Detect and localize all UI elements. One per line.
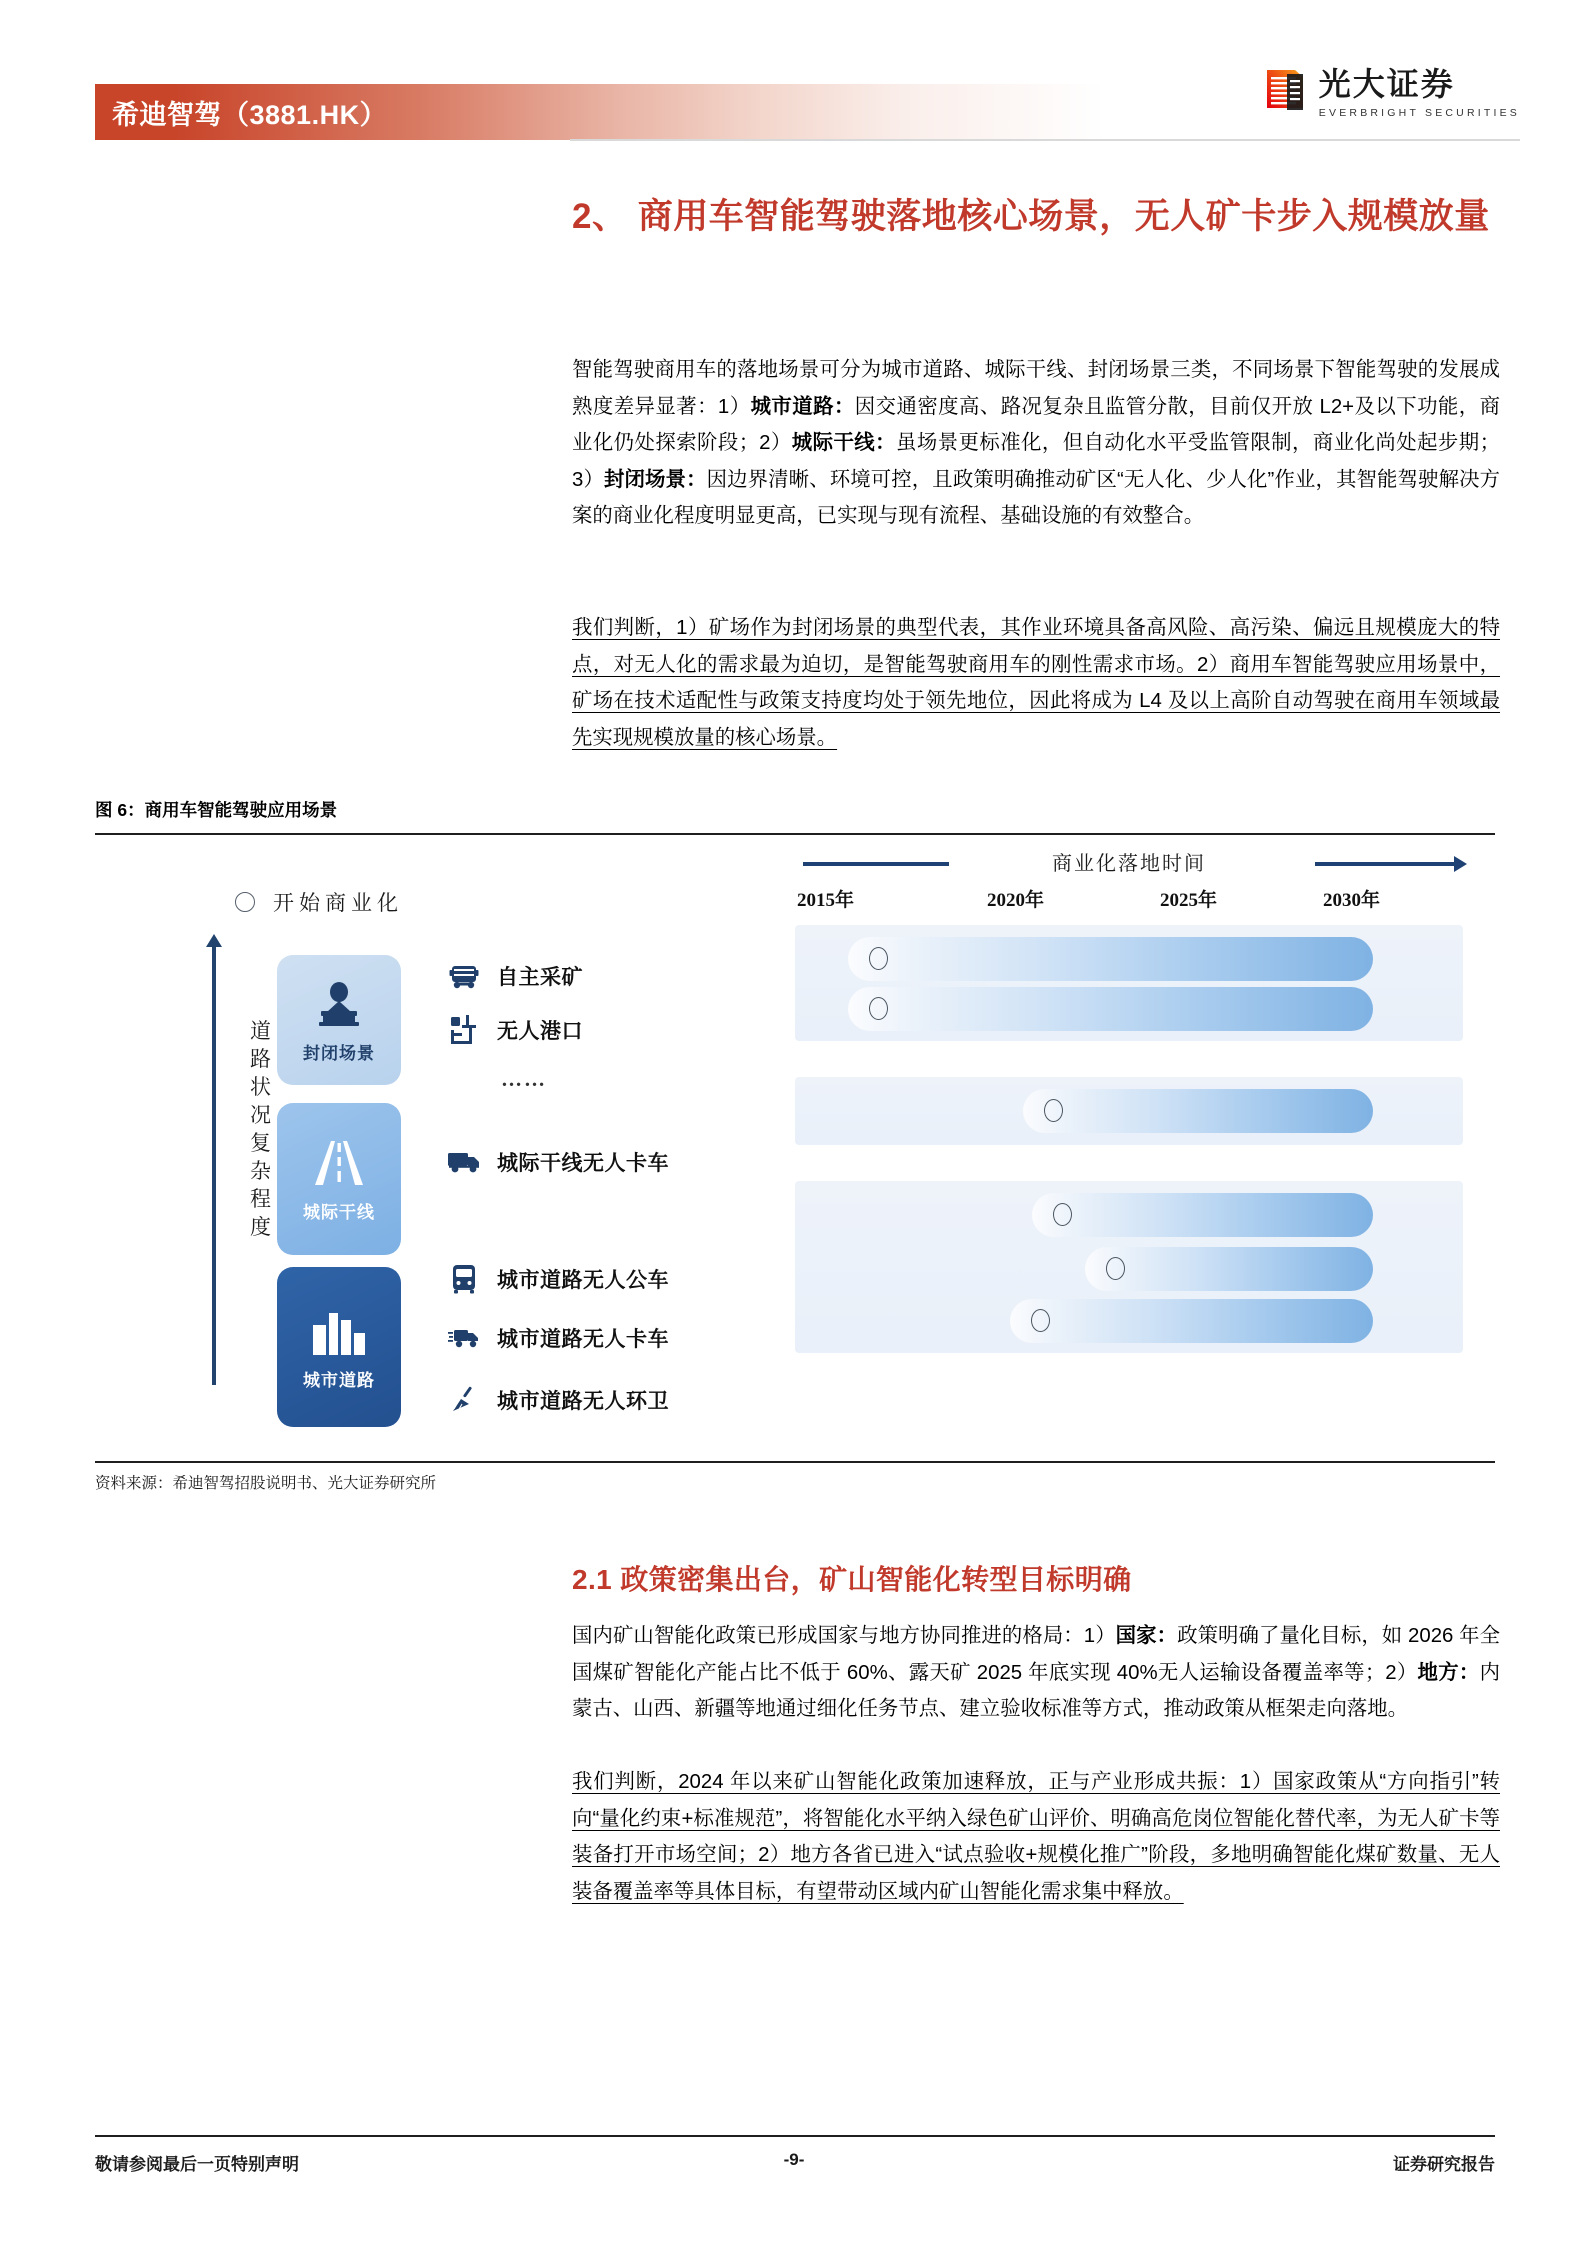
- x-tick: 2030年: [1323, 890, 1381, 911]
- timeline-bar[interactable]: [1023, 1089, 1373, 1133]
- figure-legend: [235, 887, 403, 917]
- start-commercialization-marker-icon: [1053, 1203, 1072, 1226]
- truck-icon: [447, 1149, 481, 1175]
- item-label: 城市道路无人公车: [497, 1268, 669, 1292]
- item-row: [447, 1145, 669, 1179]
- mining-truck-icon: [447, 962, 481, 990]
- broom-icon: [447, 1385, 481, 1415]
- start-commercialization-marker-icon: [1106, 1257, 1125, 1280]
- item-row: [447, 1262, 669, 1296]
- item-row: [447, 1321, 669, 1355]
- header-company-title: 希迪智驾（3881.HK）: [112, 100, 388, 130]
- section-paragraph-2: 我们判断，1）矿场作为封闭场景的典型代表，其作业环境具备高风险、高污染、偏远且规模庞大的特点，对无人化的需求最为迫切，是智能驾驶商用车的刚性需求市场。2）商用车智能驾驶应用场景中，矿场在技术适配性与政策支持度均处于领先地位，因此将成为 L4 及以上高阶自动驾驶在商用车领域最先实现规模放量的核心场景。: [572, 617, 1500, 749]
- x-tick: 2015年: [797, 890, 855, 911]
- everbright-book-logo-icon: [1265, 68, 1305, 110]
- mining-rig-icon: [313, 977, 365, 1033]
- item-label: 无人港口: [497, 1019, 583, 1043]
- subsection-heading: 2.1 政策密集出台，矿山智能化转型目标明确: [572, 1564, 1132, 1595]
- timeline-bar[interactable]: [1032, 1193, 1373, 1237]
- start-commercialization-marker-icon: [1044, 1099, 1063, 1122]
- item-row: [447, 1383, 669, 1417]
- city-buildings-icon: [309, 1304, 369, 1360]
- x-axis-label: 商业化落地时间: [1052, 853, 1206, 875]
- scenario-card-label: 城市道路: [303, 1370, 375, 1390]
- header-divider: [570, 139, 1520, 141]
- footer-report-label: 证券研究报告: [1393, 2155, 1495, 2174]
- section-paragraph-1: 智能驾驶商用车的落地场景可分为城市道路、城际干线、封闭场景三类，不同场景下智能驾驶的发展成熟度差异显著：1）城市道路：因交通密度高、路况复杂且监管分散，目前仅开放 L2+及以下功能，商业化仍处探索阶段；2）城际干线：虽场景更标准化，但自动化水平受监管限制，商业化尚处起步期；3）封闭场景：因边界清晰、环境可控，且政策明确推动矿区“无人化、少人化”作业，其智能驾驶解决方案的商业化程度明显更高，已实现与现有流程、基础设施的有效整合。: [572, 359, 1501, 527]
- timeline-bar[interactable]: [848, 987, 1373, 1031]
- timeline-group-closed: [795, 925, 1463, 1041]
- legend-label: 开始商业化: [273, 891, 403, 915]
- figure-caption: 图 6：商用车智能驾驶应用场景: [95, 800, 338, 820]
- item-row: [447, 1013, 583, 1047]
- figure-top-rule: [95, 833, 1495, 835]
- bus-icon: [447, 1264, 481, 1294]
- start-commercialization-marker-icon: [869, 947, 888, 970]
- x-tick: 2020年: [987, 890, 1045, 911]
- y-axis-arrow-icon: [212, 945, 216, 1385]
- figure-commercial-vehicle-scenarios: [95, 845, 1495, 1457]
- everbright-logo: [1265, 68, 1520, 119]
- x-tick: 2025年: [1160, 890, 1218, 911]
- x-axis-ticks: [795, 885, 1463, 913]
- delivery-truck-icon: [447, 1325, 481, 1351]
- y-axis-label: 道路状况复杂程度: [250, 1019, 272, 1239]
- figure-source-note: 资料来源：希迪智驾招股说明书、光大证券研究所: [95, 1475, 437, 1492]
- item-label: 城市道路无人环卫: [497, 1389, 669, 1413]
- scenario-card-label: 封闭场景: [303, 1043, 375, 1063]
- section-heading: 2、 商用车智能驾驶落地核心场景，无人矿卡步入规模放量: [572, 197, 1490, 236]
- timeline-axis-header: [795, 851, 1463, 877]
- start-commercialization-marker-icon: [1031, 1309, 1050, 1332]
- start-commercialization-marker-icon: [869, 997, 888, 1020]
- timeline-panel: [795, 851, 1463, 1441]
- scenario-card-urban: [277, 1267, 401, 1427]
- timeline-group-urban: [795, 1181, 1463, 1353]
- y-axis: [195, 945, 272, 1395]
- brand-name-en: EVERBRIGHT SECURITIES: [1318, 107, 1520, 119]
- scenario-card-intercity: [277, 1103, 401, 1255]
- highway-icon: [309, 1136, 369, 1192]
- subsection-paragraph-1: 国内矿山智能化政策已形成国家与地方协同推进的格局：1）国家：政策明确了量化目标，如 2026 年全国煤矿智能化产能占比不低于 60%、露天矿 2025 年底实现 40%无人运输设备覆盖率等；2）地方：内蒙古、山西、新疆等地通过细化任务节点、建立验收标准等方式，推动政策从框架走向落地。: [572, 1625, 1501, 1720]
- port-crane-icon: [447, 1015, 481, 1045]
- item-label: 城际干线无人卡车: [497, 1151, 669, 1175]
- timeline-group-intercity: [795, 1077, 1463, 1145]
- timeline-bar[interactable]: [1010, 1299, 1373, 1343]
- page-header: [0, 0, 1588, 170]
- footer-divider: [95, 2135, 1495, 2137]
- item-label: 城市道路无人卡车: [497, 1327, 669, 1351]
- circle-outline-icon: [235, 892, 255, 912]
- footer-page-number: -9-: [783, 2150, 805, 2169]
- footer-disclaimer: 敬请参阅最后一页特别声明: [95, 2155, 299, 2174]
- scenario-card-closed: [277, 955, 401, 1085]
- brand-name-cn: 光大证券: [1318, 66, 1455, 102]
- item-ellipsis: ……: [501, 1067, 547, 1091]
- x-axis-arrow-icon: [1315, 862, 1455, 866]
- item-label: 自主采矿: [497, 965, 583, 989]
- subsection-paragraph-2: 我们判断，2024 年以来矿山智能化政策加速释放，正与产业形成共振：1）国家政策从“方向指引”转向“量化约束+标准规范”，将智能化水平纳入绿色矿山评价、明确高危岗位智能化替代率，为无人矿卡等装备打开市场空间；2）地方各省已进入“试点验收+规模化推广”阶段，多地明确智能化煤矿数量、无人装备覆盖率等具体目标，有望带动区域内矿山智能化需求集中释放。: [572, 1771, 1500, 1903]
- timeline-bar[interactable]: [848, 937, 1373, 981]
- scenario-card-label: 城际干线: [303, 1202, 375, 1222]
- figure-bottom-rule: [95, 1461, 1495, 1463]
- item-row: [447, 959, 583, 993]
- timeline-bar[interactable]: [1085, 1247, 1373, 1291]
